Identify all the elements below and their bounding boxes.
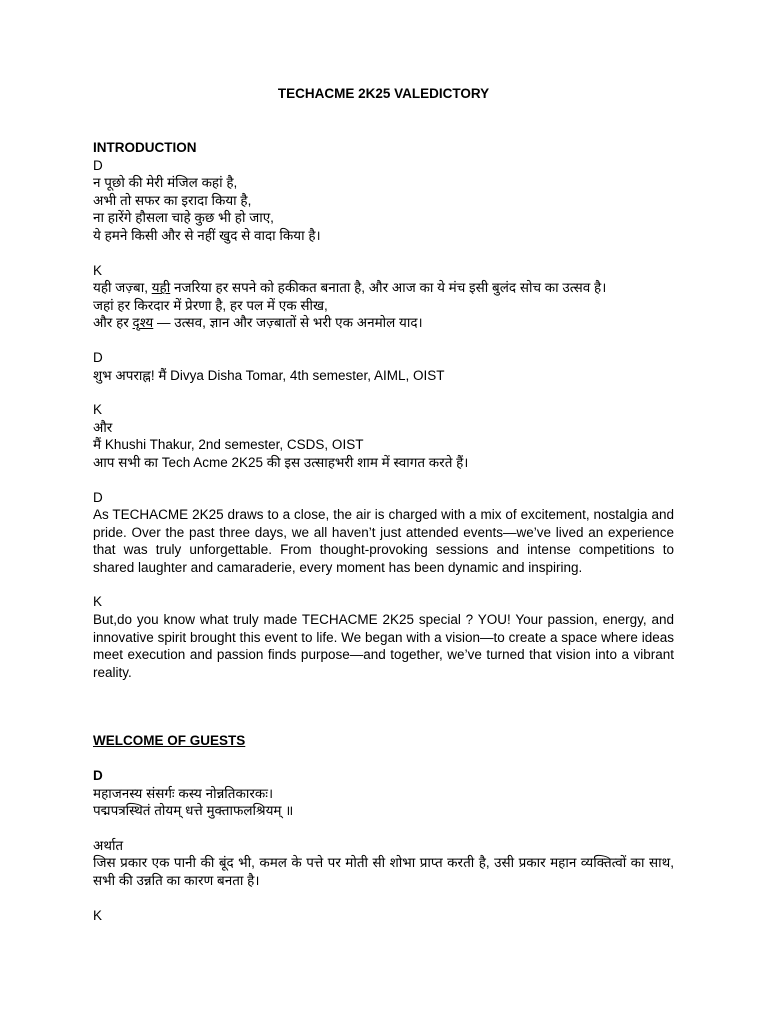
underlined-word: दृश्य — [132, 315, 154, 331]
poem-line: ना हारेंगे हौसला चाहे कुछ भी हो जाए, — [93, 210, 274, 226]
speaker-label: D — [93, 157, 103, 173]
guests-section-1 — [93, 767, 674, 820]
guests-heading: WELCOME OF GUESTS — [93, 733, 246, 749]
guests-heading-block — [93, 732, 674, 750]
speaker-label: K — [93, 907, 103, 923]
script-line: मैं Khushi Thakur, 2nd semester, CSDS, OIST — [93, 437, 364, 453]
guests-section-3 — [93, 907, 674, 925]
document-page — [93, 85, 674, 941]
poem-line: अभी तो सफर का इरादा किया है, — [93, 192, 252, 208]
poem-line: न पूछो की मेरी मंजिल कहां है, — [93, 175, 238, 191]
script-line — [93, 314, 674, 332]
intro-section-1 — [93, 139, 674, 245]
section-spacer — [93, 698, 674, 732]
underlined-word: यही — [151, 280, 171, 296]
shloka-line: महाजनस्य संसर्गः कस्य नोन्नतिकारकः। — [93, 785, 274, 801]
guests-section-2 — [93, 837, 674, 890]
meaning-paragraph: जिस प्रकार एक पानी की बूंद भी, कमल के पत्ते पर मोती सी शोभा प्राप्त करती है, उसी प्रकार महान व्यक्तित्वों का साथ, सभी की उन्नति का कारण बनता है। — [93, 855, 674, 888]
intro-section-2 — [93, 262, 674, 332]
script-paragraph: As TECHACME 2K25 draws to a close, the air is charged with a mix of excitement, nostalgia and pride. Over the past three days, we all haven’t just attended events—we’ve lived an experience that was truly unforgettable. From thought-provoking sessions and intense competitions to shared laughter and camaraderie, every moment has been dynamic and inspiring. — [93, 507, 674, 575]
speaker-label: D — [93, 768, 103, 784]
script-line: आप सभी का Tech Acme 2K25 की इस उत्साहभरी शाम में स्वागत करते हैं। — [93, 454, 469, 470]
intro-heading: INTRODUCTION — [93, 140, 197, 155]
intro-section-6 — [93, 593, 674, 681]
text-run: और हर — [93, 315, 133, 331]
script-paragraph: But,do you know what truly made TECHACME 2K25 special ? YOU! Your passion, energy, and innovative spirit brought this event to life. We began with a vision—to create a space where ideas meet execution and passion finds purpose—and together, we’ve turned that vision into a vibrant reality. — [93, 612, 674, 680]
script-line: और — [93, 419, 113, 435]
script-line: शुभ अपराह्न! मैं Divya Disha Tomar, 4th semester, AIML, OIST — [93, 367, 445, 383]
intro-section-5 — [93, 489, 674, 577]
intro-section-4 — [93, 401, 674, 471]
script-line — [93, 279, 674, 297]
speaker-label: K — [93, 594, 103, 610]
text-run: यही जज़्बा, — [93, 280, 152, 296]
intro-section-3 — [93, 349, 674, 384]
text-run: नजरिया हर सपने को हकीकत बनाता है, और आज का ये मंच इसी बुलंद सोच का उत्सव है। — [170, 280, 607, 296]
shloka-line: पद्मपत्रस्थितं तोयम् धत्ते मुक्ताफलश्रियम् ॥ — [93, 803, 294, 819]
speaker-label: K — [93, 402, 103, 418]
speaker-label: D — [93, 349, 103, 365]
document-title: TECHACME 2K25 VALEDICTORY — [277, 86, 490, 101]
text-run: — उत्सव, ज्ञान और जज़्बातों से भरी एक अनमोल याद। — [153, 315, 423, 331]
script-line: जहां हर किरदार में प्रेरणा है, हर पल में एक सीख, — [93, 297, 328, 313]
speaker-label: K — [93, 262, 103, 278]
poem-line: ये हमने किसी और से नहीं खुद से वादा किया है। — [93, 227, 321, 243]
speaker-label: D — [93, 489, 103, 505]
meaning-label: अर्थात — [93, 837, 124, 853]
